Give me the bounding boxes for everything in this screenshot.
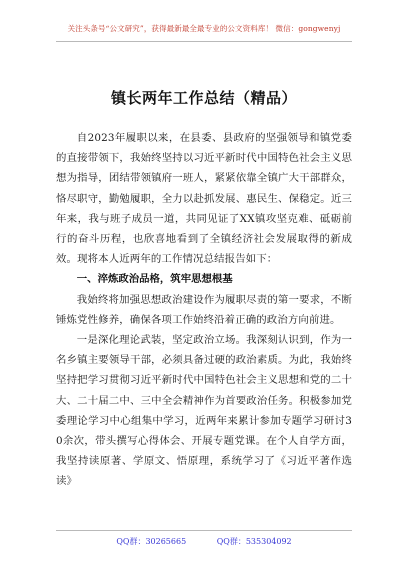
- footer-qq-group-1: QQ群：30265665: [116, 537, 187, 546]
- section-heading: 一、淬炼政治品格，筑牢思想根基: [76, 273, 233, 286]
- header-promo-note: 关注头条号“公文研究”，获得最新最全最专业的公文资料库！ 微信：gongwenyj: [67, 24, 341, 33]
- document-body: [56, 128, 352, 492]
- document-title: 镇长两年工作总结（精品）: [110, 89, 297, 107]
- footer-divider: [56, 530, 352, 531]
- footer-qq-group-2: QQ群：535304092: [216, 537, 292, 546]
- section-paragraph: 一是深化理论武装，坚定政治立场。我深刻认识到，作为一名乡镇主要领导干部，必须具备过硬的政治素质。为此，我始终坚持把学习贯彻习近平新时代中国特色社会主义思想和党的二十大、二十届二中、三中全会精神作为首要政治任务。积极参加党委理论学习中心组集中学习，近两年来累计参加专题学习研讨30余次，带头撰写心得体会、开展专题党课。在个人自学方面，我坚持读原著、学原文、悟原理，系统学习了《习近平著作选读》: [56, 334, 352, 488]
- section-paragraph: 我始终将加强思想政治建设作为履职尽责的第一要求，不断锤炼党性修养，确保各项工作始终沿着正确的政治方向前进。: [56, 293, 352, 326]
- footer: [0, 536, 408, 547]
- header-divider: [56, 41, 352, 42]
- intro-paragraph: 自2023年履职以来，在县委、县政府的坚强领导和镇党委的直接带领下，我始终坚持以习近平新时代中国特色社会主义思想为指导，团结带领镇府一班人，紧紧依靠全镇广大干部群众，恪尽职守，勤勉履职，全力以赴抓发展、惠民生、保稳定。近三年来，我与班子成员一道，共同见证了XX镇攻坚克难、砥砺前行的奋斗历程，也欣喜地看到了全镇经济社会发展取得的新成效。现将本人近两年的工作情况总结报告如下：: [56, 132, 352, 266]
